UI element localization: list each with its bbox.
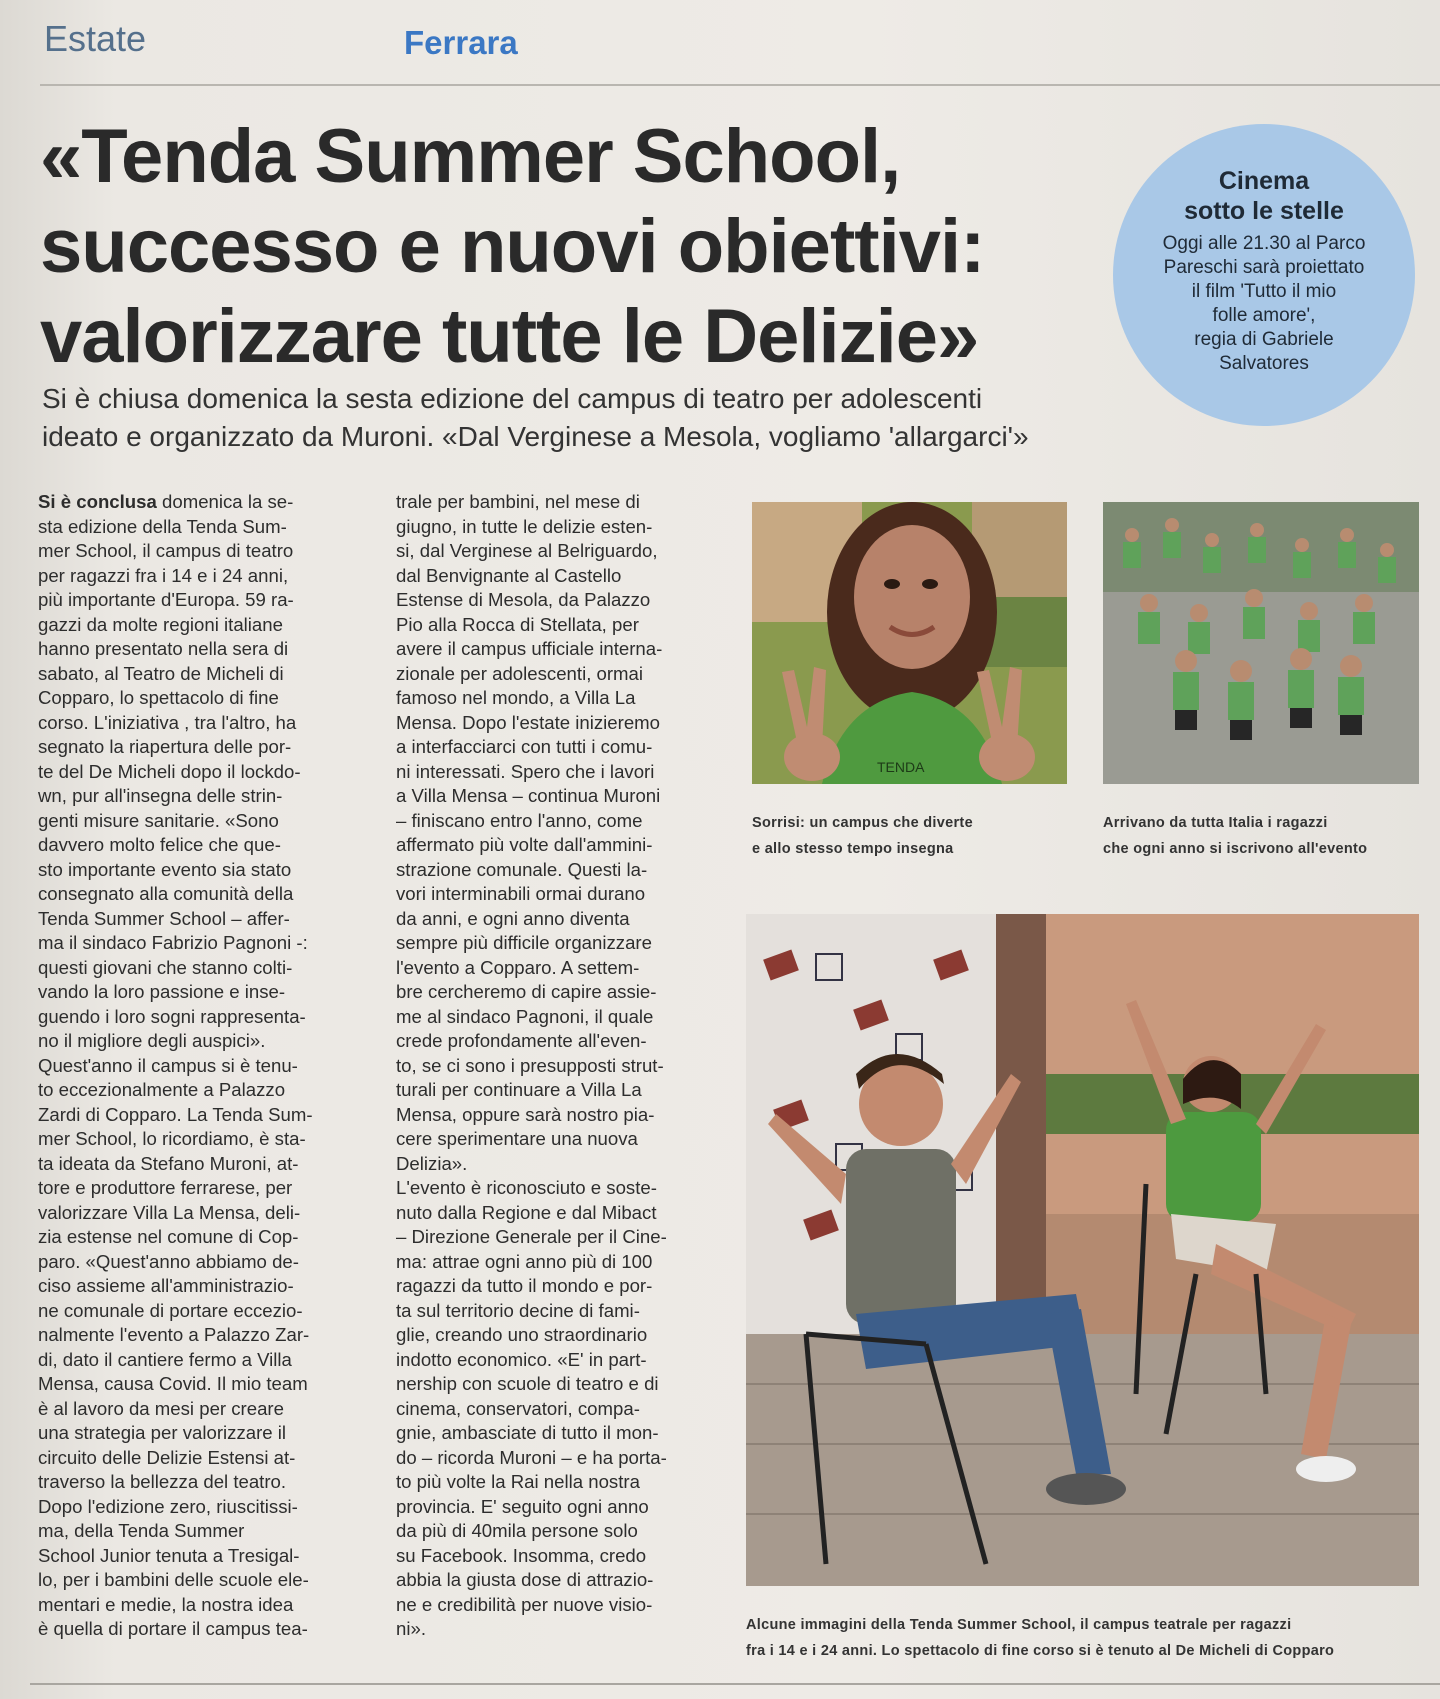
article-line: ciso assieme all'amministrazio-: [38, 1275, 294, 1296]
photo-smiling-girl: [752, 502, 1067, 784]
subheadline-line: Si è chiusa domenica la sesta edizione del campus di teatro per adolescenti: [42, 383, 983, 414]
article-line: traverso la bellezza del teatro.: [38, 1471, 287, 1492]
sidebar-title: [1113, 166, 1415, 226]
article-line: segnato la riapertura delle por-: [38, 736, 292, 757]
article-line: ni interessati. Spero che i lavori: [396, 760, 655, 782]
article-line: strazione comunale. Questi la-: [396, 858, 648, 880]
sidebar-title-line: Cinema: [1218, 167, 1310, 195]
article-line: nalmente l'evento a Palazzo Zar-: [38, 1324, 310, 1345]
article-line: ne comunale di portare eccezio-: [38, 1299, 303, 1321]
article-line: Zardi di Copparo. La Tenda Sum-: [38, 1103, 313, 1125]
subheadline: [42, 380, 1092, 456]
article-line: vando la loro passione e inse-: [38, 981, 286, 1002]
article-line: l'evento a Copparo. A settem-: [396, 956, 640, 978]
article-line: corso. L'iniziativa , tra l'altro, ha: [38, 711, 297, 733]
shirt-text: TENDA: [877, 759, 925, 775]
article-line: crede profondamente all'even-: [396, 1030, 647, 1051]
sidebar-text-line: Oggi alle 21.30 al Parco: [1162, 233, 1366, 254]
article-line: Mensa, oppure sarà nostro pia-: [396, 1103, 655, 1125]
article-line: di, dato il cantiere fermo a Villa: [38, 1348, 292, 1370]
article-line: ta ideata da Stefano Muroni, at-: [38, 1152, 299, 1174]
caption-line: fra i 14 e i 24 anni. Lo spettacolo di fine corso si è tenuto al De Micheli di Copparo: [746, 1643, 1335, 1659]
article-line: nership con scuole di teatro e di: [396, 1373, 659, 1394]
article-line: ma il sindaco Fabrizio Pagnoni -:: [38, 932, 308, 953]
article-line: no il migliore degli auspici».: [38, 1030, 266, 1051]
article-line: paro. «Quest'anno abbiamo de-: [38, 1250, 299, 1272]
article-line: ma: attrae ogni anno più di 100: [396, 1250, 653, 1272]
article-line: per ragazzi fra i 14 e i 24 anni,: [38, 564, 289, 586]
headline-line: valorizzare tutte le Delizie»: [40, 294, 979, 379]
article-line: – Direzione Generale per il Cine-: [396, 1226, 667, 1247]
headline-line: «Tenda Summer School,: [40, 114, 901, 199]
photo-caption-2: [1103, 810, 1367, 862]
article-line: zionale per adolescenti, ormai: [396, 662, 644, 684]
article-line: affermato più volte dall'ammini-: [396, 834, 653, 855]
article-line: mer School, lo ricordiamo, è sta-: [38, 1128, 306, 1149]
article-line: glie, creando uno straordinario: [396, 1324, 648, 1345]
article-line: to eccezionalmente a Palazzo: [38, 1079, 286, 1100]
article-line: gazzi da molte regioni italiane: [38, 613, 283, 635]
article-line: provincia. E' seguito ogni anno: [396, 1495, 649, 1517]
article-column-1: [38, 490, 358, 1642]
photo-performers-seated: [746, 914, 1419, 1586]
section-label: Estate: [44, 18, 147, 59]
article-line: L'evento è riconosciuto e soste-: [396, 1177, 657, 1198]
article-line: abbia la giusta dose di attrazio-: [396, 1569, 654, 1590]
article-line: gnie, ambasciate di tutto il mon-: [396, 1422, 659, 1443]
article-line: ragazzi da tutto il mondo e por-: [396, 1275, 653, 1296]
article-line: questi giovani che stanno colti-: [38, 956, 293, 978]
sidebar-text-line: il film 'Tutto il mio: [1191, 281, 1337, 302]
article-line: tore e produttore ferrarese, per: [38, 1177, 293, 1198]
article-line: School Junior tenuta a Tresigal-: [38, 1544, 300, 1566]
article-line: da anni, e ogni anno diventa: [396, 907, 630, 929]
article-line: bre cercheremo di capire assie-: [396, 981, 657, 1002]
article-line: vori interminabili ormai durano: [396, 883, 646, 904]
article-line: ta sul territorio decine di fami-: [396, 1299, 640, 1321]
article-line: da più di 40mila persone solo: [396, 1520, 638, 1541]
article-line: dal Benvignante al Castello: [396, 564, 622, 586]
photo-caption-1: [752, 810, 973, 862]
headline: [40, 112, 1100, 382]
article-line: famoso nel mondo, a Villa La: [396, 687, 636, 708]
article-line-text: domenica la se-: [162, 491, 294, 512]
cinema-sidebar-bubble: [1113, 124, 1415, 426]
article-line: mentari e medie, la nostra idea: [38, 1593, 294, 1615]
subheadline-line: ideato e organizzato da Muroni. «Dal Verginese a Mesola, vogliamo 'allargarci'»: [42, 421, 1029, 452]
article-line: genti misure sanitarie. «Sono: [38, 809, 279, 831]
article-line: indotto economico. «E' in part-: [396, 1348, 647, 1370]
article-line: a interfacciarci con tutti i comu-: [396, 736, 653, 757]
article-line: me al sindaco Pagnoni, il quale: [396, 1005, 654, 1027]
article-line: zia estense nel comune di Cop-: [38, 1226, 299, 1247]
article-line: circuito delle Delizie Estensi at-: [38, 1446, 296, 1468]
photo-group-dancing: [1103, 502, 1419, 784]
sidebar-text: [1113, 232, 1415, 376]
article-line: cinema, conservatori, compa-: [396, 1397, 640, 1419]
article-column-2: [396, 490, 712, 1642]
article-line: a Villa Mensa – continua Muroni: [396, 785, 661, 806]
caption-line: Arrivano da tutta Italia i ragazzi: [1103, 815, 1328, 831]
article-line: ne e credibilità per nuove visio-: [396, 1593, 653, 1615]
sidebar-title-line: sotto le stelle: [1184, 197, 1344, 225]
article-line: giugno, in tutte le delizie esten-: [396, 515, 653, 537]
article-line: cere sperimentare una nuova: [396, 1128, 638, 1149]
article-line: sempre più difficile organizzare: [396, 932, 652, 953]
article-line: mer School, il campus di teatro: [38, 540, 294, 561]
article-lead: Si è conclusa: [38, 491, 157, 512]
article-line: Tenda Summer School – affer-: [38, 907, 290, 929]
article-line: più importante d'Europa. 59 ra-: [38, 589, 294, 610]
sidebar-text-line: regia di Gabriele: [1194, 329, 1334, 350]
article-line: – finiscano entro l'anno, come: [396, 809, 643, 831]
caption-line: e allo stesso tempo insegna: [752, 841, 954, 857]
article-line: Estense di Mesola, da Palazzo: [396, 589, 651, 610]
article-line: lo, per i bambini delle scuole ele-: [38, 1569, 309, 1590]
article-line: valorizzare Villa La Mensa, deli-: [38, 1201, 301, 1223]
caption-line: che ogni anno si iscrivono all'evento: [1103, 841, 1368, 857]
article-line: Mensa. Dopo l'estate inizieremo: [396, 711, 660, 733]
article-line: guendo i loro sogni rappresenta-: [38, 1005, 306, 1027]
article-line: Dopo l'edizione zero, riuscitissi-: [38, 1495, 298, 1517]
photo-caption-3: [746, 1612, 1334, 1664]
article-line: si, dal Verginese al Belriguardo,: [396, 540, 658, 561]
article-line: su Facebook. Insomma, credo: [396, 1544, 647, 1566]
article-line: turali per continuare a Villa La: [396, 1079, 642, 1100]
article-line: ni».: [396, 1618, 426, 1639]
article-line: Delizia».: [396, 1152, 468, 1174]
article-line: una strategia per valorizzare il: [38, 1422, 287, 1443]
article-line: è al lavoro da mesi per creare: [38, 1397, 284, 1419]
city-label: Ferrara: [404, 24, 518, 61]
article-line: Quest'anno il campus si è tenu-: [38, 1054, 298, 1076]
article-line: sto importante evento sia stato: [38, 858, 292, 880]
article-line: Copparo, lo spettacolo di fine: [38, 687, 279, 708]
sidebar-text-line: Pareschi sarà proiettato: [1163, 257, 1365, 278]
article-line: do – ricorda Muroni – e ha porta-: [396, 1446, 667, 1468]
article-line: hanno presentato nella sera di: [38, 638, 289, 659]
article-line: wn, pur all'insegna delle strin-: [38, 785, 283, 806]
article-line: nuto dalla Regione e dal Mibact: [396, 1201, 657, 1223]
article-line: te del De Micheli dopo il lockdo-: [38, 760, 301, 782]
article-line: to, se ci sono i presupposti strut-: [396, 1054, 664, 1076]
article-line: consegnato alla comunità della: [38, 883, 294, 904]
article-line: Pio alla Rocca di Stellata, per: [396, 613, 639, 635]
sidebar-text-line: folle amore',: [1212, 305, 1316, 326]
sidebar-text-line: Salvatores: [1219, 353, 1309, 374]
article-line: [38, 490, 358, 515]
article-line: ma, della Tenda Summer: [38, 1520, 245, 1541]
article-line: davvero molto felice che que-: [38, 834, 281, 855]
article-line: Mensa, causa Covid. Il mio team: [38, 1373, 308, 1394]
article-line: avere il campus ufficiale interna-: [396, 638, 663, 659]
footer-divider: [30, 1683, 1440, 1685]
article-line: sabato, al Teatro de Micheli di: [38, 662, 284, 684]
caption-line: Alcune immagini della Tenda Summer School, il campus teatrale per ragazzi: [746, 1617, 1292, 1633]
headline-line: successo e nuovi obiettivi:: [40, 204, 985, 289]
article-line: to più volte la Rai nella nostra: [396, 1471, 640, 1492]
article-line: trale per bambini, nel mese di: [396, 491, 640, 512]
article-line: sta edizione della Tenda Sum-: [38, 515, 287, 537]
header-divider: [40, 84, 1440, 86]
caption-line: Sorrisi: un campus che diverte: [752, 815, 973, 831]
article-line: è quella di portare il campus tea-: [38, 1618, 308, 1639]
